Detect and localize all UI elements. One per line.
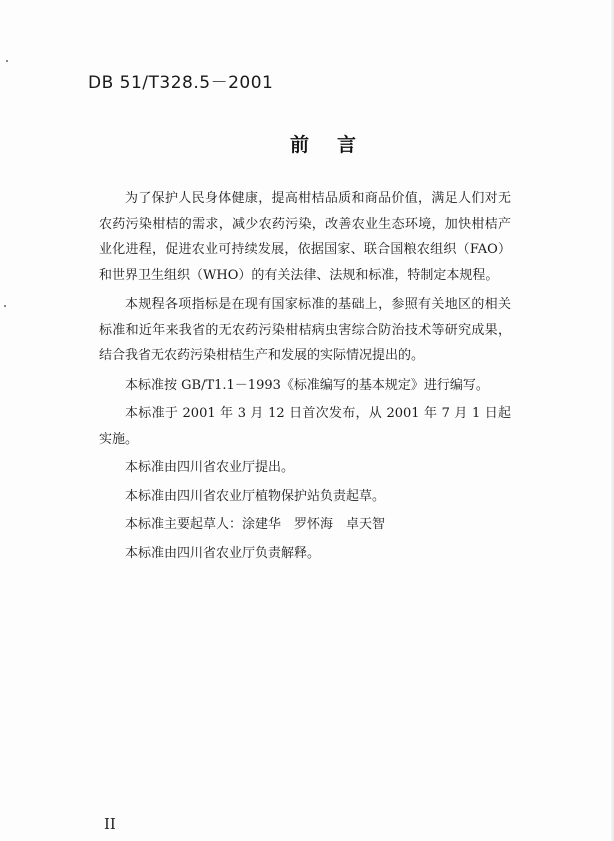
paragraph-drafter: 本标准由四川省农业厅植物保护站负责起草。 xyxy=(125,488,386,504)
paragraph-purpose: 为了保护人民身体健康，提高柑桔品质和商品价值，满足人们对无农药污染柑桔的需求，减少农药污染，改善农业生态环境，加快柑桔产业化进程，促进农业可持续发展，依据国家、联合国粮农组织（FAO）和世界卫生组织（WHO）的有关法律、法规和标准，特制定本规程。 xyxy=(99,191,511,283)
scan-speck xyxy=(4,305,6,307)
scan-speck xyxy=(6,60,8,62)
paragraph-authors: 本标准主要起草人：涂建华 罗怀海 卓天智 xyxy=(125,517,386,532)
document-number: DB 51/T328.5－2001 xyxy=(88,73,274,93)
paragraph-proposer: 本标准由四川省农业厅提出。 xyxy=(125,460,295,475)
paragraph-release: 本标准于 2001 年 3 月 12 日首次发布，从 2001 年 7 月 1 日起实施。 xyxy=(99,406,511,447)
paragraph-format: 本标准按 GB/T1.1－1993《标准编写的基本规定》进行编写。 xyxy=(125,377,489,393)
foreword-body xyxy=(99,186,511,569)
page-number: II xyxy=(104,815,116,833)
section-title: 前言 xyxy=(289,134,384,156)
paragraph-basis: 本规程各项指标是在现有国家标准的基础上，参照有关地区的相关标准和近年来我省的无农药污染柑桔病虫害综合防治技术等研究成果，结合我省无农药污染柑桔生产和发展的实际情况提出的。 xyxy=(99,297,511,363)
paragraph-interpretation: 本标准由四川省农业厅负责解释。 xyxy=(125,545,321,561)
